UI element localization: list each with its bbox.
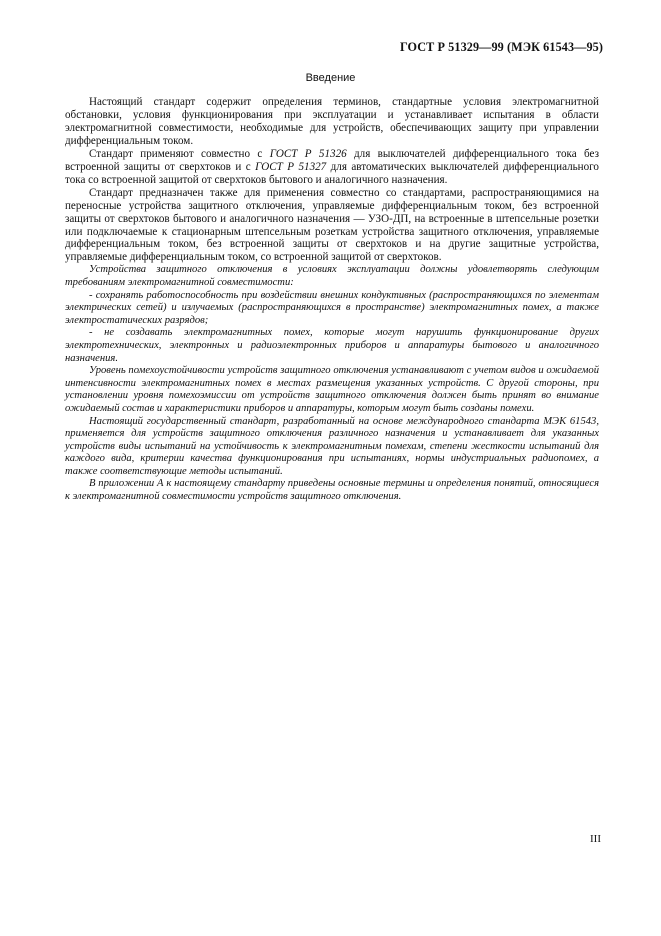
standard-reference: ГОСТ Р 51327 — [255, 160, 327, 173]
standard-reference: ГОСТ Р 51326 — [269, 147, 347, 160]
text-segment: для выключателей дифференциального тока без встроенной защиты от сверхтоков и с — [65, 147, 599, 173]
list-item: - не создавать электромагнитных помех, которые могут нарушить функционирование других электротехнических, электронных и радиоэлектронных приборов и аппаратуры бытового и аналогичного назначения. — [65, 327, 599, 364]
section-title: Введение — [305, 72, 356, 84]
body-text — [65, 96, 599, 504]
page-number: III — [590, 833, 601, 845]
text-segment: Стандарт применяют совместно с — [89, 147, 270, 160]
paragraph-application — [65, 148, 599, 187]
paragraph-standard-basis: Настоящий государственный стандарт, разработанный на основе международного стандарта МЭК 61543, применяется для устройств защитного отключения различного назначения и устанавливает для указанных устройств виды испытаний на устойчивость к электромагнитным помехам, степени жесткости испытаний для каждого вида, критерии качества функционирования при испытаниях, нормы индустриальных радиопомех, а также соответствующие методы испытаний. — [65, 415, 599, 477]
list-item: - сохранять работоспособность при воздействии внешних кондуктивных (распространяющихся по элементам электрических сетей) и излучаемых (распространяющихся в пространстве) электромагнитных помех, а также электростатических разрядов; — [65, 289, 599, 326]
document-header: ГОСТ Р 51329—99 (МЭК 61543—95) — [399, 40, 603, 54]
paragraph-purpose: Стандарт предназначен также для применения совместно со стандартами, распространяющимися на переносные устройства защитного отключения, управляемые дифференциальным током, без встроенной защиты от сверхтоков бытового и аналогичного назначения — УЗО-ДП, на встроенные в штепсельные розетки или подключаемые к стационарным штепсельным розеткам устройства защитного отключения, управляемые дифференциальным током, без встроенной защиты от сверхтоков и на другие защитные устройства, управляемые дифференциальным током, со встроенной защитой от сверхтоков. — [65, 186, 599, 264]
paragraph-requirements: Устройства защитного отключения в условиях эксплуатации должны удовлетворять следующим требованиям электромагнитной совместимости: — [65, 264, 599, 288]
paragraph-annex: В приложении А к настоящему стандарту приведены основные термины и определения понятий, относящиеся к электромагнитной совместимости устройств защитного отключения. — [65, 478, 599, 503]
paragraph-immunity: Уровень помехоустойчивости устройств защитного отключения устанавливают с учетом видов и ожидаемой интенсивности электромагнитных помех в местах размещения указанных устройств. С другой стороны, при установлении уровня помехоэмиссии от устройств защитного отключения должен быть принят во внимание ожидаемый состав и характеристики приборов и аппаратуры, которым могут быть созданы помехи. — [65, 365, 599, 414]
text-segment: для автоматических выключателей дифференциального тока со встроенной защитой от сверхтоков бытового и аналогичного назначения. — [65, 160, 599, 186]
paragraph-scope: Настоящий стандарт содержит определения терминов, стандартные условия электромагнитной обстановки, условия функционирования при эксплуатации и устанавливает испытания в области электромагнитной совместимости, необходимые для устройств, обеспечивающих защиту при управлении дифференциальным током. — [65, 96, 599, 147]
